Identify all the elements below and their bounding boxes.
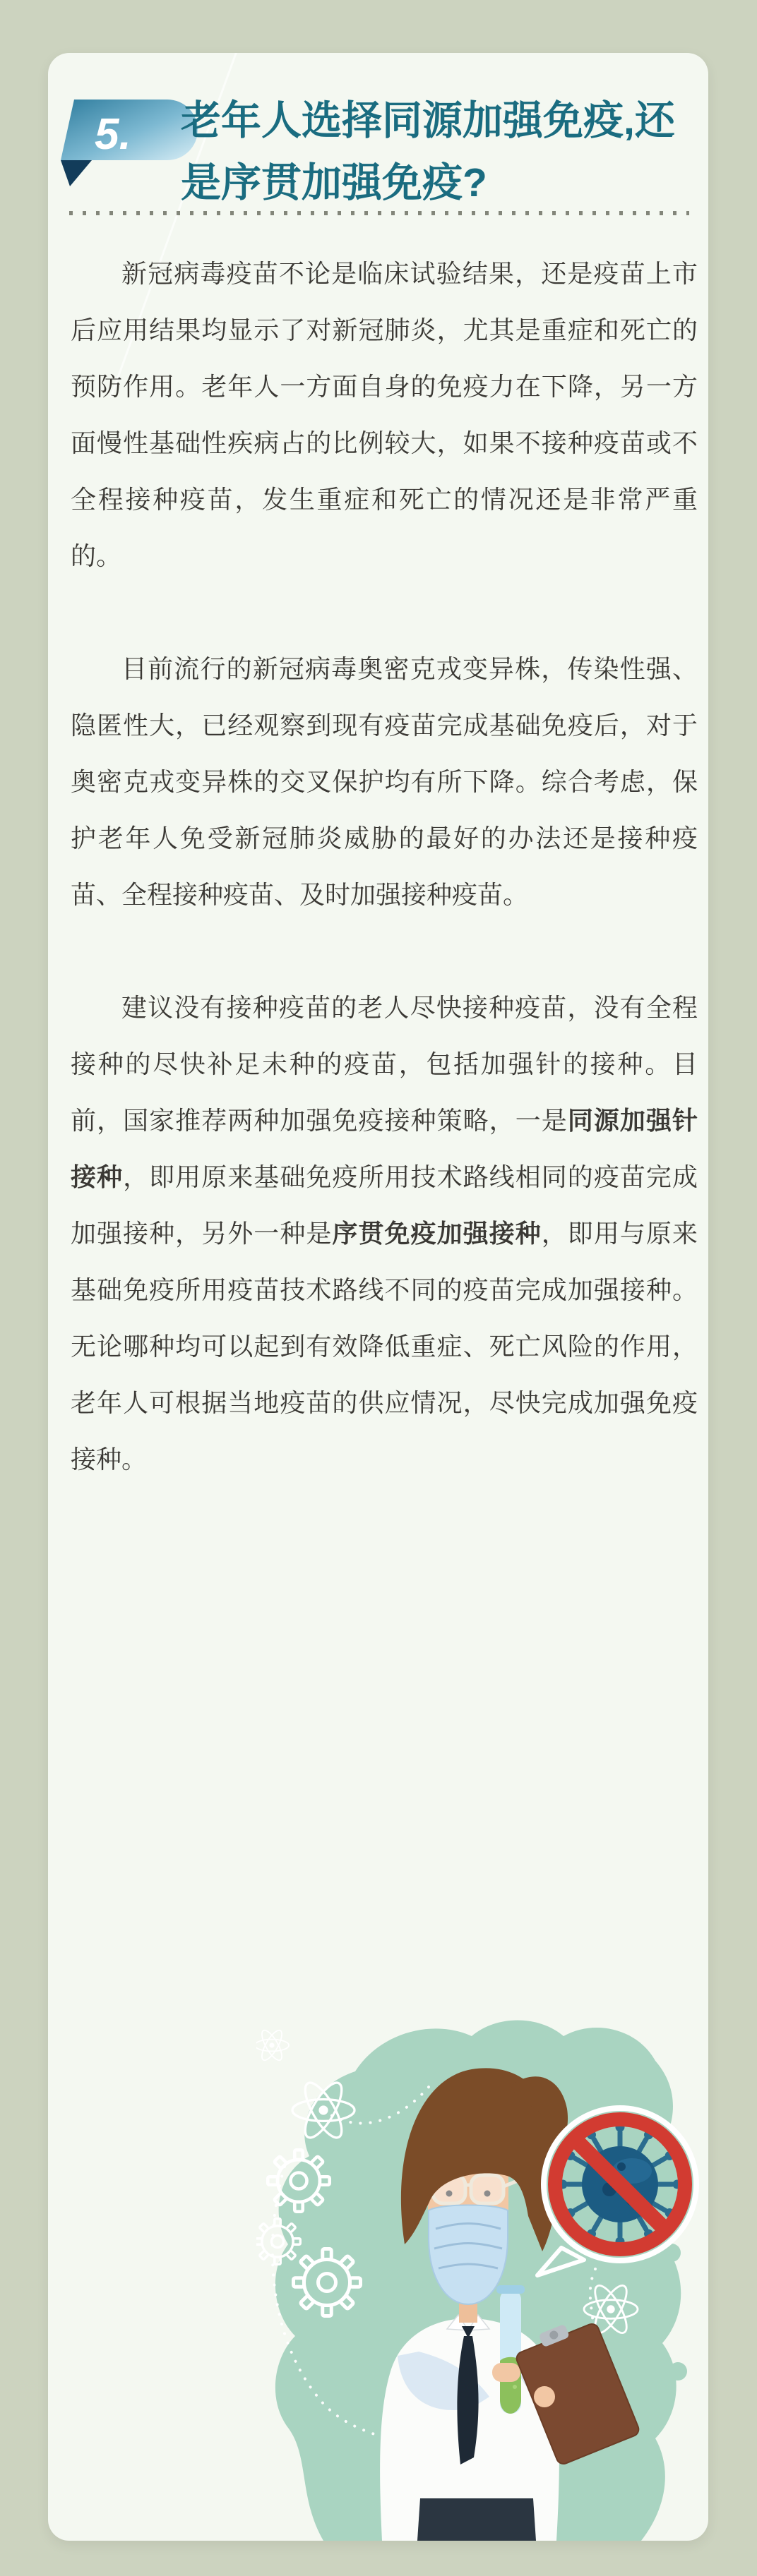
article-paragraphs <box>71 246 698 1544</box>
text-run: 目前流行的新冠病毒奥密克戎变异株，传染性强、隐匿性大，已经观察到现有疫苗完成基础免疫后，对于奥密克戎变异株的交叉保护均有所下降。综合考虑，保护老年人免受新冠肺炎威胁的最好的办法还是接种疫苗、全程接种疫苗、及时加强接种疫苗。 <box>71 654 698 909</box>
dotted-divider <box>69 211 689 215</box>
blob-dot <box>669 2362 687 2381</box>
content-card <box>48 53 708 2541</box>
text-run: 新冠病毒疫苗不论是临床试验结果，还是疫苗上市后应用结果均显示了对新冠肺炎，尤其是重症和死亡的预防作用。老年人一方面自身的免疫力在下降，另一方面慢性基础性疾病占的比例较大，如果不接种疫苗或不全程接种疫苗，发生重症和死亡的情况还是非常严重的。 <box>71 259 698 570</box>
gear-icon <box>256 2219 300 2265</box>
text-run: ，即用原来基础免疫所用技术路线相同的疫苗完成加强接种，另外一种是 <box>71 1162 698 1248</box>
text-run: ，即用与原来基础免疫所用疫苗技术路线不同的疫苗完成加强接种。无论哪种均可以起到有效降低重症、死亡风险的作用，老年人可根据当地疫苗的供应情况，尽快完成加强免疫接种。 <box>71 1219 698 1474</box>
fist-on-clipboard <box>534 2386 555 2407</box>
bold-text-run: 同源加强针接种 <box>71 1106 698 1191</box>
paragraph <box>71 641 698 923</box>
title-line-2: 是序贯加强免疫? <box>181 160 487 205</box>
section-title <box>181 90 708 214</box>
paragraph <box>71 246 698 584</box>
pants <box>417 2498 536 2541</box>
paragraph <box>71 980 698 1488</box>
scientist-illustration <box>256 2004 708 2541</box>
hand-holding-tube <box>492 2363 520 2382</box>
atom-icon <box>256 2028 289 2063</box>
blob-dot <box>652 2318 671 2336</box>
bold-text-run: 序贯免疫加强接种 <box>332 1219 542 1248</box>
test-tube <box>496 2285 525 2414</box>
badge-number: 5. <box>95 110 131 159</box>
badge-fold <box>61 160 92 186</box>
title-line-1: 老年人选择同源加强免疫,还 <box>181 98 675 143</box>
text-run: 建议没有接种疫苗的老人尽快接种疫苗，没有全程接种的尽快补足未种的疫苗，包括加强针的接种。目前，国家推荐两种加强免疫接种策略，一是 <box>71 993 698 1135</box>
